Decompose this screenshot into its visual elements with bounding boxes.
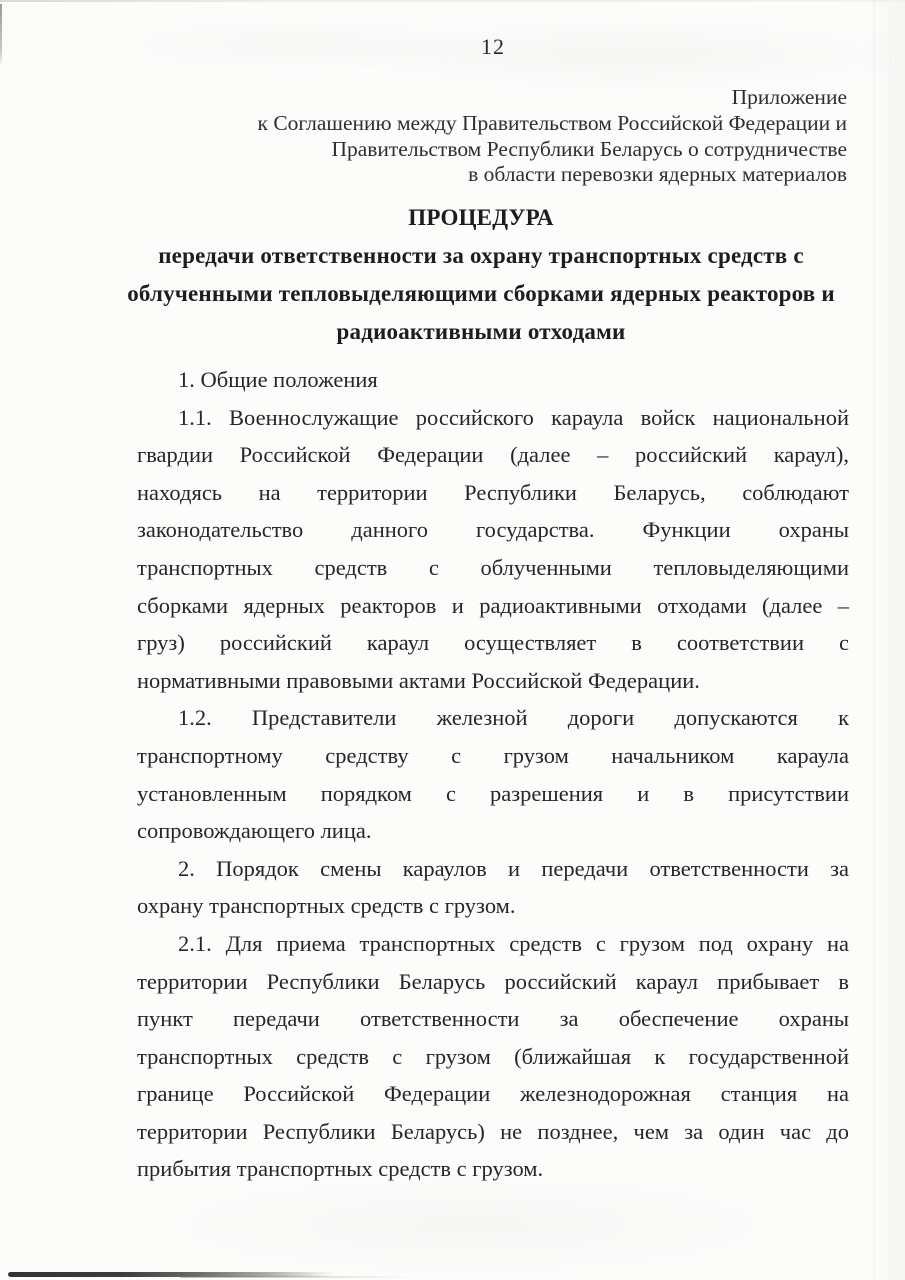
- text-line: транспортных средств с облученными тепловыделяющими: [137, 554, 849, 580]
- text-line: границе Российской Федерации железнодорожная станция на: [137, 1081, 849, 1107]
- appendix-attribution: [120, 85, 847, 188]
- title-line: радиоактивными отходами: [336, 319, 626, 344]
- appendix-line: в области перевозки ядерных материалов: [468, 162, 847, 187]
- document-title: [125, 199, 837, 351]
- paragraph: [137, 699, 849, 849]
- document-body: [137, 361, 849, 1188]
- text-line: находясь на территории Республики Беларусь, соблюдают: [137, 479, 849, 505]
- text-line: нормативными правовыми актами Российской Федерации.: [137, 667, 700, 693]
- text-line: законодательство данного государства. Функции охраны: [137, 517, 849, 543]
- scan-bottom-shadow-tail: [180, 1276, 440, 1278]
- section-heading: 1. Общие положения: [178, 367, 378, 392]
- paragraph: [137, 399, 849, 700]
- text-line: 2. Порядок смены караулов и передачи ответственности за: [178, 855, 849, 881]
- text-line: пункт передачи ответственности за обеспечение охраны: [137, 1006, 849, 1032]
- text-line: территории Республики Беларусь российский караул прибывает в: [137, 968, 849, 994]
- title-line: облученными тепловыделяющими сборками ядерных реакторов и: [127, 281, 835, 306]
- appendix-line: Приложение: [731, 85, 847, 109]
- text-line: 1.2. Представители железной дороги допускаются к: [178, 705, 849, 731]
- text-line: установленным порядком с разрешения и в присутствии: [137, 780, 849, 806]
- text-line: транспортных средств с грузом (ближайшая к государственной: [137, 1043, 849, 1069]
- text-line: 2.1. Для приема транспортных средств с грузом под охрану на: [178, 930, 849, 956]
- appendix-line: к Соглашению между Правительством Российской Федерации и: [257, 110, 847, 135]
- text-line: 1.1. Военнослужащие российского караула войск национальной: [178, 404, 849, 430]
- scan-right-streaks: [865, 0, 905, 1280]
- text-line: сборками ядерных реакторов и радиоактивными отходами (далее –: [137, 592, 849, 618]
- scan-top-edge: [0, 0, 905, 2]
- text-line: транспортному средству с грузом начальником караула: [137, 742, 849, 768]
- page-number: 12: [481, 34, 505, 59]
- text-line: сопровождающего лица.: [137, 818, 372, 844]
- paragraph: [137, 850, 849, 925]
- text-line: гвардии Российской Федерации (далее – российский караул),: [137, 442, 849, 468]
- text-line: прибытия транспортных средств с грузом.: [137, 1156, 544, 1182]
- text-line: груз) российский караул осуществляет в соответствии с: [137, 630, 849, 656]
- title-line: ПРОЦЕДУРА: [408, 205, 554, 230]
- text-line: территории Республики Беларусь) не позднее, чем за один час до: [137, 1118, 849, 1144]
- appendix-line: Правительством Республики Беларусь о сотрудничестве: [331, 136, 847, 161]
- paragraph: [137, 925, 849, 1188]
- scan-left-edge-line: [0, 4, 2, 66]
- text-line: охрану транспортных средств с грузом.: [137, 893, 516, 919]
- title-line: передачи ответственности за охрану транспортных средств с: [158, 243, 804, 268]
